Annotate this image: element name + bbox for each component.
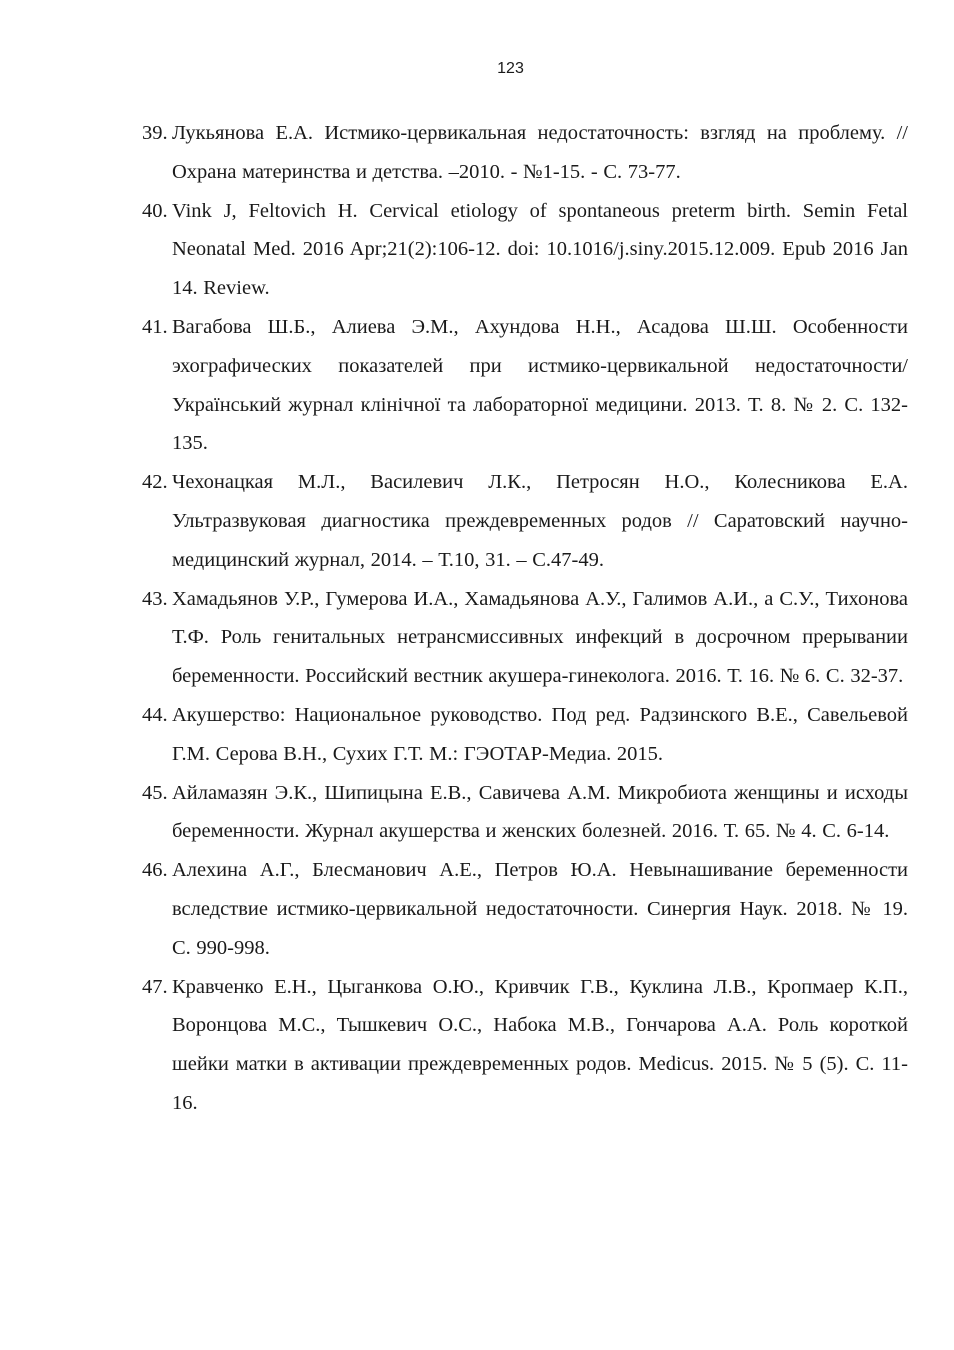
reference-number: 45. <box>142 781 168 804</box>
page-number: 123 <box>497 60 524 77</box>
reference-item-40 <box>142 192 908 308</box>
reference-text: Кравченко Е.Н., Цыганкова О.Ю., Кривчик Г.В., Куклина Л.В., Кропмаер К.П., Воронцова М.С., Тышкевич О.С., Набока М.В., Гончарова А.А. Роль короткой шейки матки в активации преждевременных родов. Medicus. 2015. № 5 (5). С. 11-16. <box>172 975 908 1114</box>
reference-number: 39. <box>142 122 168 144</box>
reference-number: 46. <box>142 859 168 882</box>
reference-text: Акушерство: Национальное руководство. Под ред. Радзинского В.Е., Савельевой Г.М. Серова В.Н., Сухих Г.Т. М.: ГЭОТАР-Медиа. 2015. <box>172 703 908 765</box>
reference-text: Вагабова Ш.Б., Алиева Э.М., Ахундова Н.Н., Асадова Ш.Ш. Особенности эхографических показателей при истмико-цервикальной недостаточности/Український журнал клінічної та лабораторної медицини. 2013. Т. 8. № 2. С. 132-135. <box>172 315 908 455</box>
reference-item-43 <box>142 580 908 696</box>
reference-item-45 <box>142 774 908 852</box>
reference-item-42 <box>142 463 908 579</box>
reference-number: 44. <box>142 703 168 726</box>
reference-text: Алехина А.Г., Блесманович А.Е., Петров Ю.А. Невынашивание беременности вследствие истмико-цервикальной недостаточности. Синергия Наук. 2018. № 19. С. 990-998. <box>172 859 908 959</box>
reference-text: Лукьянова Е.А. Истмико-цервикальная недостаточность: взгляд на проблему. // Охрана материнства и детства. –2010. - №1-15. - С. 73-77. <box>172 122 908 183</box>
reference-number: 42. <box>142 471 168 494</box>
reference-item-41 <box>142 308 908 463</box>
reference-text: Хамадьянов У.Р., Гумерова И.А., Хамадьянова А.У., Галимов А.И., а С.У., Тихонова Т.Ф. Роль генитальных нетрансмиссивных инфекций в досрочном прерывании беременности. Российский вестник акушера-гинеколога. 2016. Т. 16. № 6. С. 32-37. <box>172 587 908 688</box>
reference-text: Айламазян Э.К., Шипицына Е.В., Савичева А.М. Микробиота женщины и исходы беременности. Журнал акушерства и женских болезней. 2016. Т. 65. № 4. С. 6-14. <box>172 781 908 843</box>
reference-number: 47. <box>142 975 168 998</box>
reference-item-47 <box>142 968 908 1123</box>
reference-number: 41. <box>142 315 168 338</box>
reference-text: Vink J, Feltovich H. Cervical etiology of spontaneous preterm birth. Semin Fetal Neonatal Med. 2016 Apr;21(2):106-12. doi: 10.1016/j.siny.2015.12.009. Epub 2016 Jan 14. Review. <box>172 199 908 300</box>
reference-list <box>142 114 908 1123</box>
reference-item-39 <box>142 114 908 192</box>
reference-item-44 <box>142 696 908 774</box>
reference-number: 40. <box>142 199 168 222</box>
reference-item-46 <box>142 851 908 967</box>
reference-text: Чехонацкая М.Л., Василевич Л.К., Петросян Н.О., Колесникова Е.А. Ультразвуковая диагностика преждевременных родов // Саратовский научно-медицинский журнал, 2014. – Т.10, 31. – С.47-49. <box>172 471 908 571</box>
reference-number: 43. <box>142 587 168 610</box>
